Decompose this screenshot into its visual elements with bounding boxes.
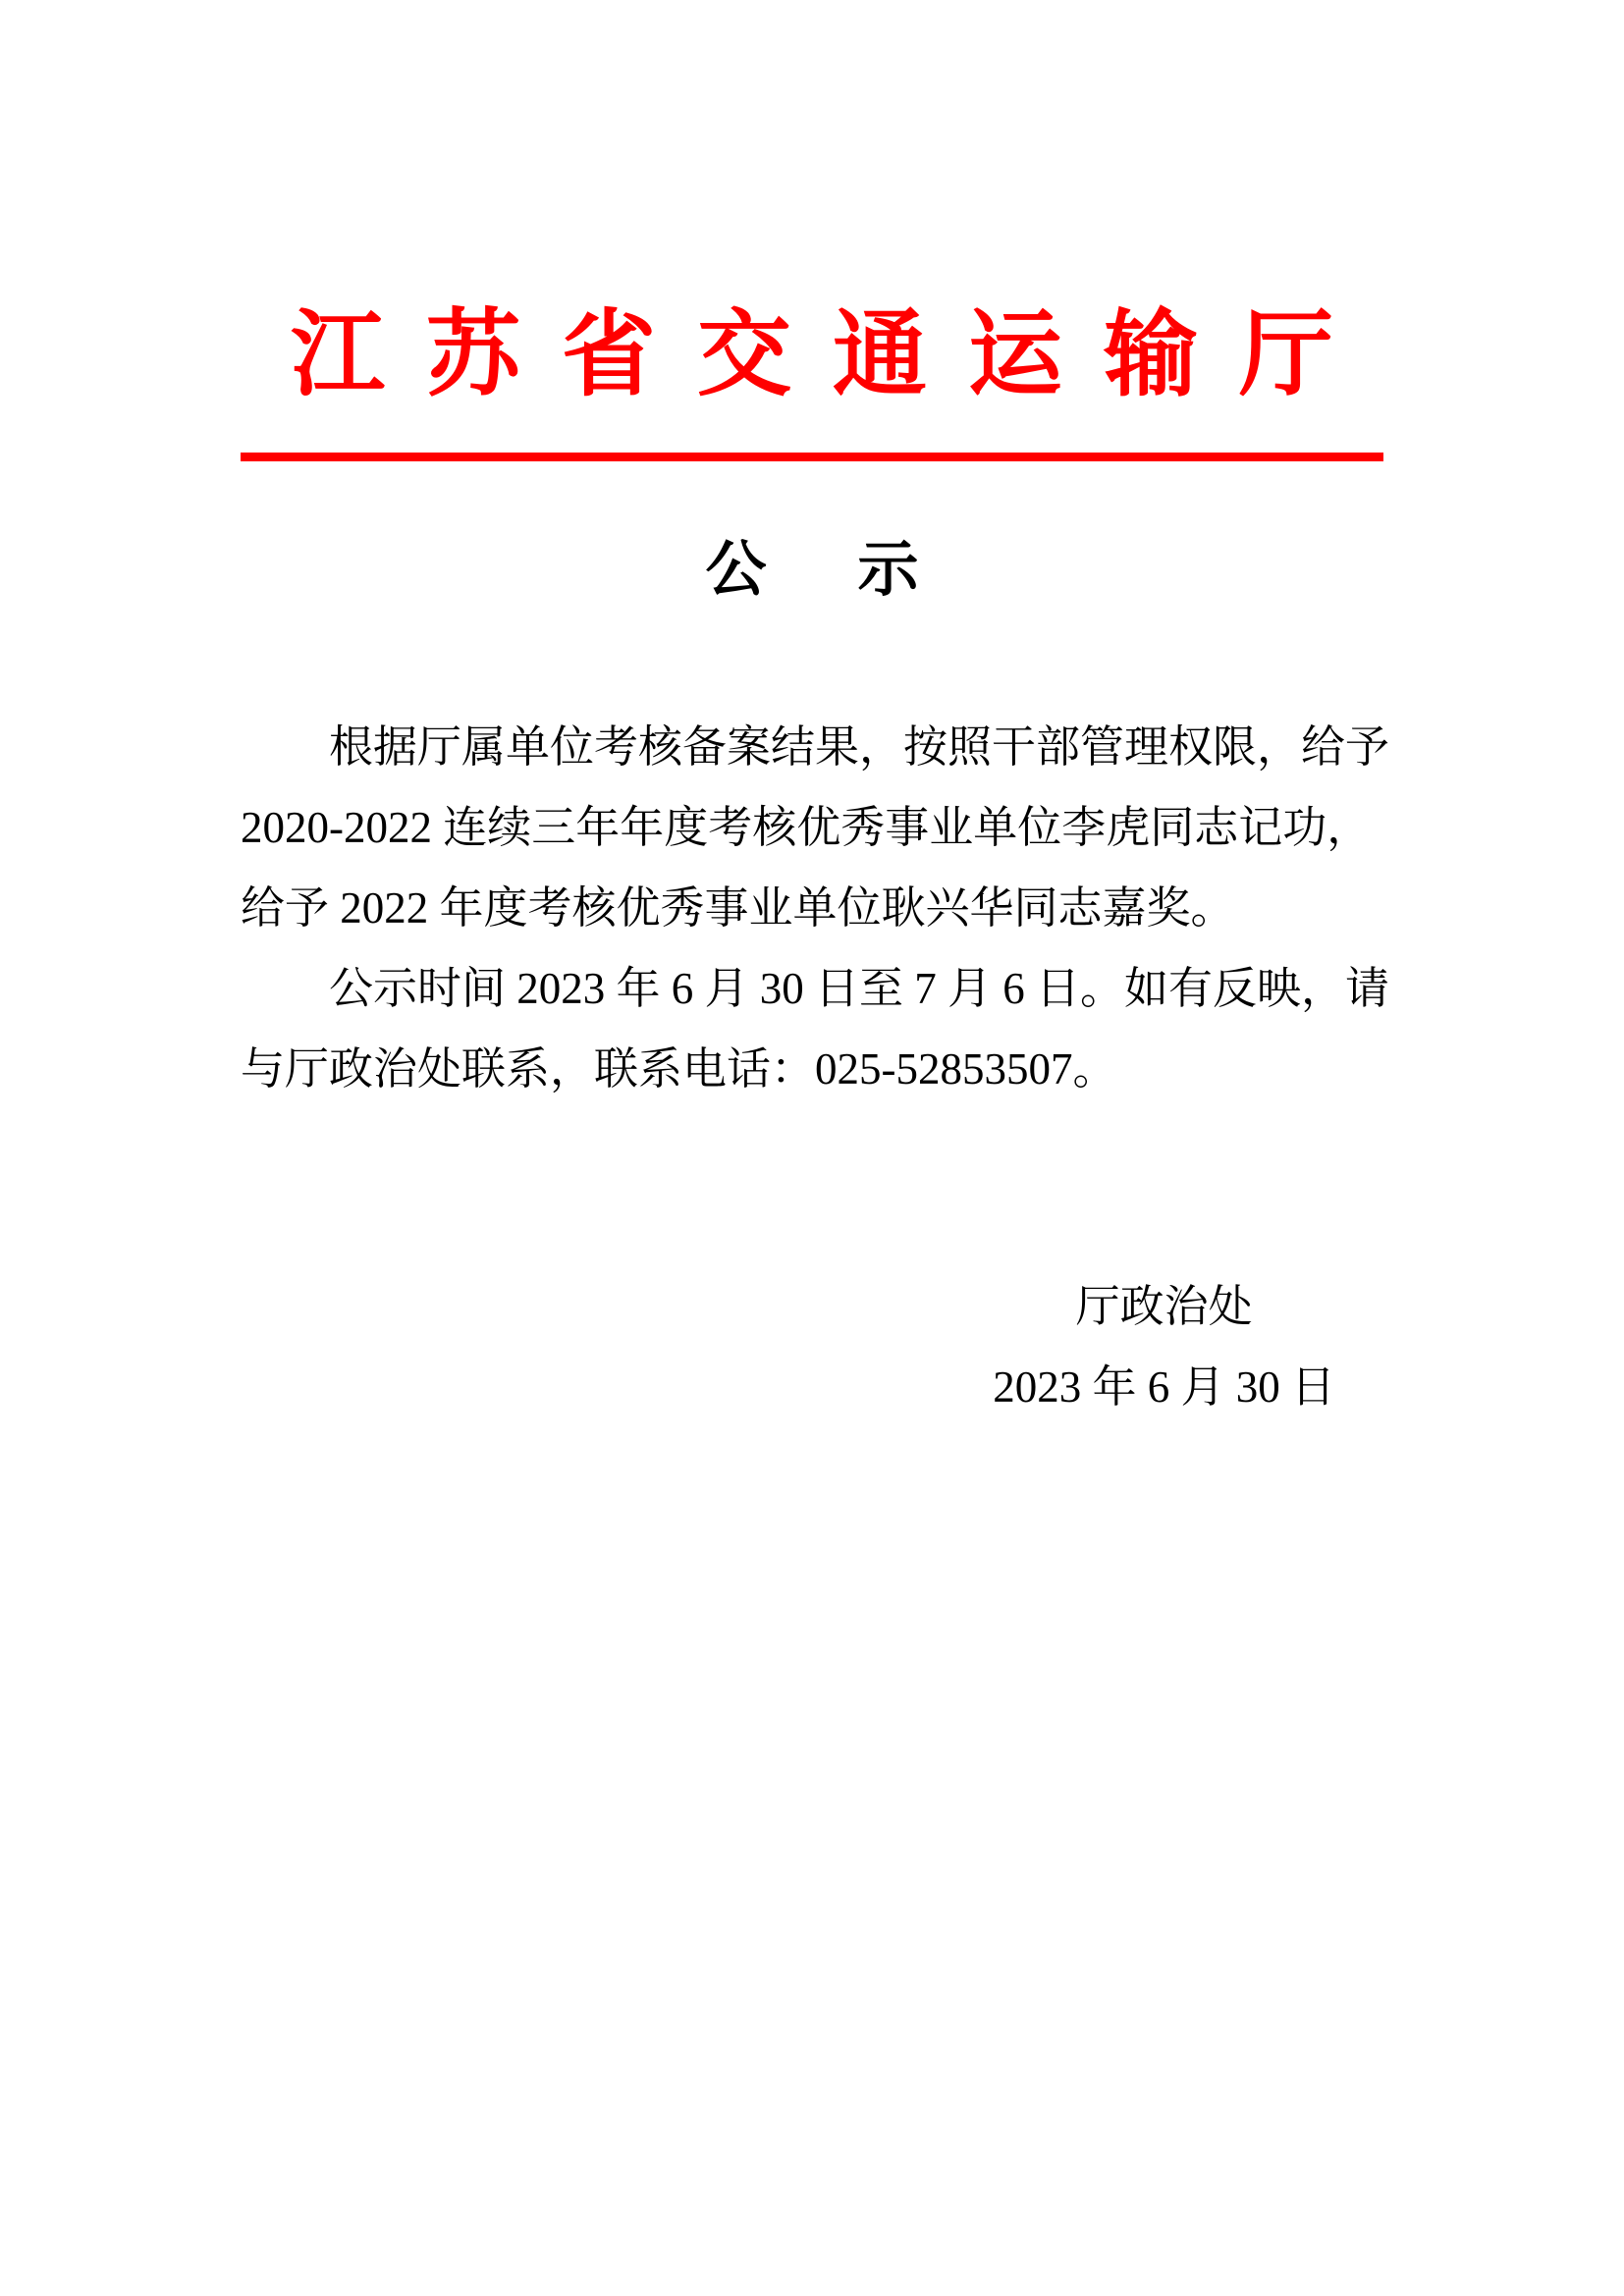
- body-line: 2020-2022 连续三年年度考核优秀事业单位李虎同志记功，: [241, 803, 1372, 852]
- signature-block: [993, 1266, 1335, 1427]
- masthead-divider-rule: [241, 453, 1383, 461]
- organization-masthead-text: 江苏省交通运输厅: [291, 302, 1375, 407]
- body-line: 给予 2022 年度考核优秀事业单位耿兴华同志嘉奖。: [241, 883, 1235, 933]
- document-title-text: 公示: [705, 537, 1010, 604]
- signature-date: 2023 年 6 月 30 日: [993, 1362, 1335, 1412]
- document-title: [241, 537, 1383, 604]
- document-body: [241, 707, 1390, 1109]
- body-line: 与厅政治处联系，联系电话：025-52853507。: [241, 1044, 1117, 1094]
- signature-department: 厅政治处: [1075, 1282, 1253, 1331]
- document-content: [241, 302, 1390, 1427]
- organization-masthead: [241, 302, 1383, 407]
- paragraph-award: [241, 707, 1390, 948]
- body-line: 公示时间 2023 年 6 月 30 日至 7 月 6 日。如有反映，请: [329, 964, 1390, 1013]
- paragraph-contact: [241, 948, 1390, 1109]
- body-line: 根据厅属单位考核备案结果，按照干部管理权限，给予: [329, 722, 1390, 772]
